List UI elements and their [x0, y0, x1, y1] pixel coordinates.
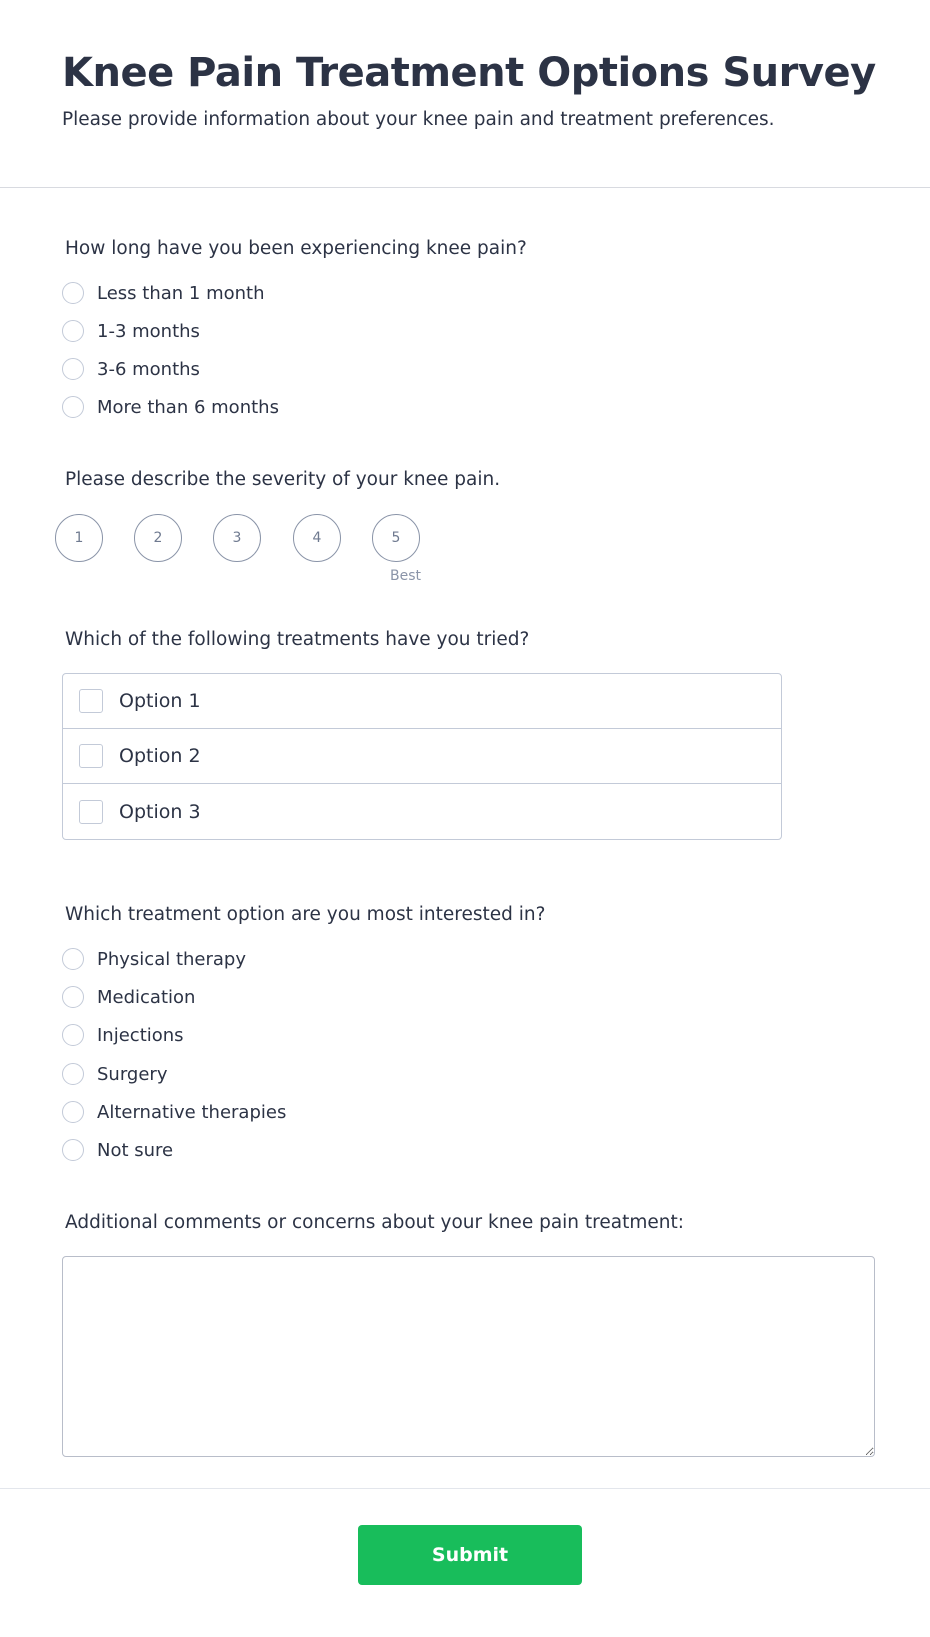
radio-button[interactable] [62, 396, 84, 418]
scale-option-1[interactable]: 1 [55, 514, 103, 562]
radio-label: Not sure [97, 1139, 174, 1161]
radio-label: 1-3 months [97, 320, 200, 342]
radio-duration-more-than-6-months[interactable] [62, 394, 279, 420]
comments-textarea[interactable] [62, 1256, 875, 1457]
scale-option-3[interactable]: 3 [213, 514, 261, 562]
radio-label: Injections [97, 1024, 184, 1046]
checkbox-option-1[interactable] [63, 674, 781, 729]
scale-option-4[interactable]: 4 [293, 514, 341, 562]
radio-button[interactable] [62, 1101, 84, 1123]
radio-interest-alternative-therapies[interactable] [62, 1099, 286, 1125]
radio-interest-not-sure[interactable] [62, 1137, 173, 1163]
checkbox-option-3[interactable] [63, 784, 781, 839]
checkbox-label: Option 2 [119, 745, 201, 767]
radio-button[interactable] [62, 948, 84, 970]
radio-duration-less-than-1-month[interactable] [62, 280, 264, 306]
scale-option-5[interactable]: 5 [372, 514, 420, 562]
radio-label: Alternative therapies [97, 1101, 287, 1123]
page-title: Knee Pain Treatment Options Survey [62, 50, 876, 96]
radio-label: Less than 1 month [97, 282, 265, 304]
checkbox-option-2[interactable] [63, 729, 781, 784]
checkbox[interactable] [79, 744, 103, 768]
radio-interest-physical-therapy[interactable] [62, 946, 246, 972]
radio-label: More than 6 months [97, 396, 279, 418]
radio-button[interactable] [62, 986, 84, 1008]
question-treatments-tried-label: Which of the following treatments have you tried? [65, 629, 530, 650]
radio-label: 3-6 months [97, 358, 200, 380]
scale-option-2[interactable]: 2 [134, 514, 182, 562]
question-treatment-interest-label: Which treatment option are you most interested in? [65, 904, 546, 925]
radio-label: Physical therapy [97, 948, 246, 970]
radio-interest-medication[interactable] [62, 984, 195, 1010]
radio-duration-3-6-months[interactable] [62, 356, 200, 382]
submit-button[interactable]: Submit [358, 1525, 582, 1585]
form-header [0, 0, 930, 188]
checkbox[interactable] [79, 800, 103, 824]
radio-button[interactable] [62, 1024, 84, 1046]
radio-button[interactable] [62, 1063, 84, 1085]
question-duration-label: How long have you been experiencing knee pain? [65, 238, 527, 259]
radio-button[interactable] [62, 1139, 84, 1161]
radio-duration-1-3-months[interactable] [62, 318, 200, 344]
treatments-tried-checkbox-group [62, 673, 782, 840]
page-subtitle: Please provide information about your knee pain and treatment preferences. [62, 109, 775, 130]
question-comments-label: Additional comments or concerns about your knee pain treatment: [65, 1212, 684, 1233]
radio-label: Medication [97, 986, 196, 1008]
radio-button[interactable] [62, 320, 84, 342]
radio-interest-injections[interactable] [62, 1022, 184, 1048]
radio-button[interactable] [62, 358, 84, 380]
scale-max-label: Best [390, 568, 422, 584]
radio-interest-surgery[interactable] [62, 1061, 167, 1087]
question-severity-label: Please describe the severity of your knee pain. [65, 469, 501, 490]
checkbox-label: Option 1 [119, 690, 201, 712]
checkbox-label: Option 3 [119, 800, 201, 823]
checkbox[interactable] [79, 689, 103, 713]
footer-divider [0, 1488, 930, 1489]
radio-label: Surgery [97, 1063, 168, 1085]
radio-button[interactable] [62, 282, 84, 304]
